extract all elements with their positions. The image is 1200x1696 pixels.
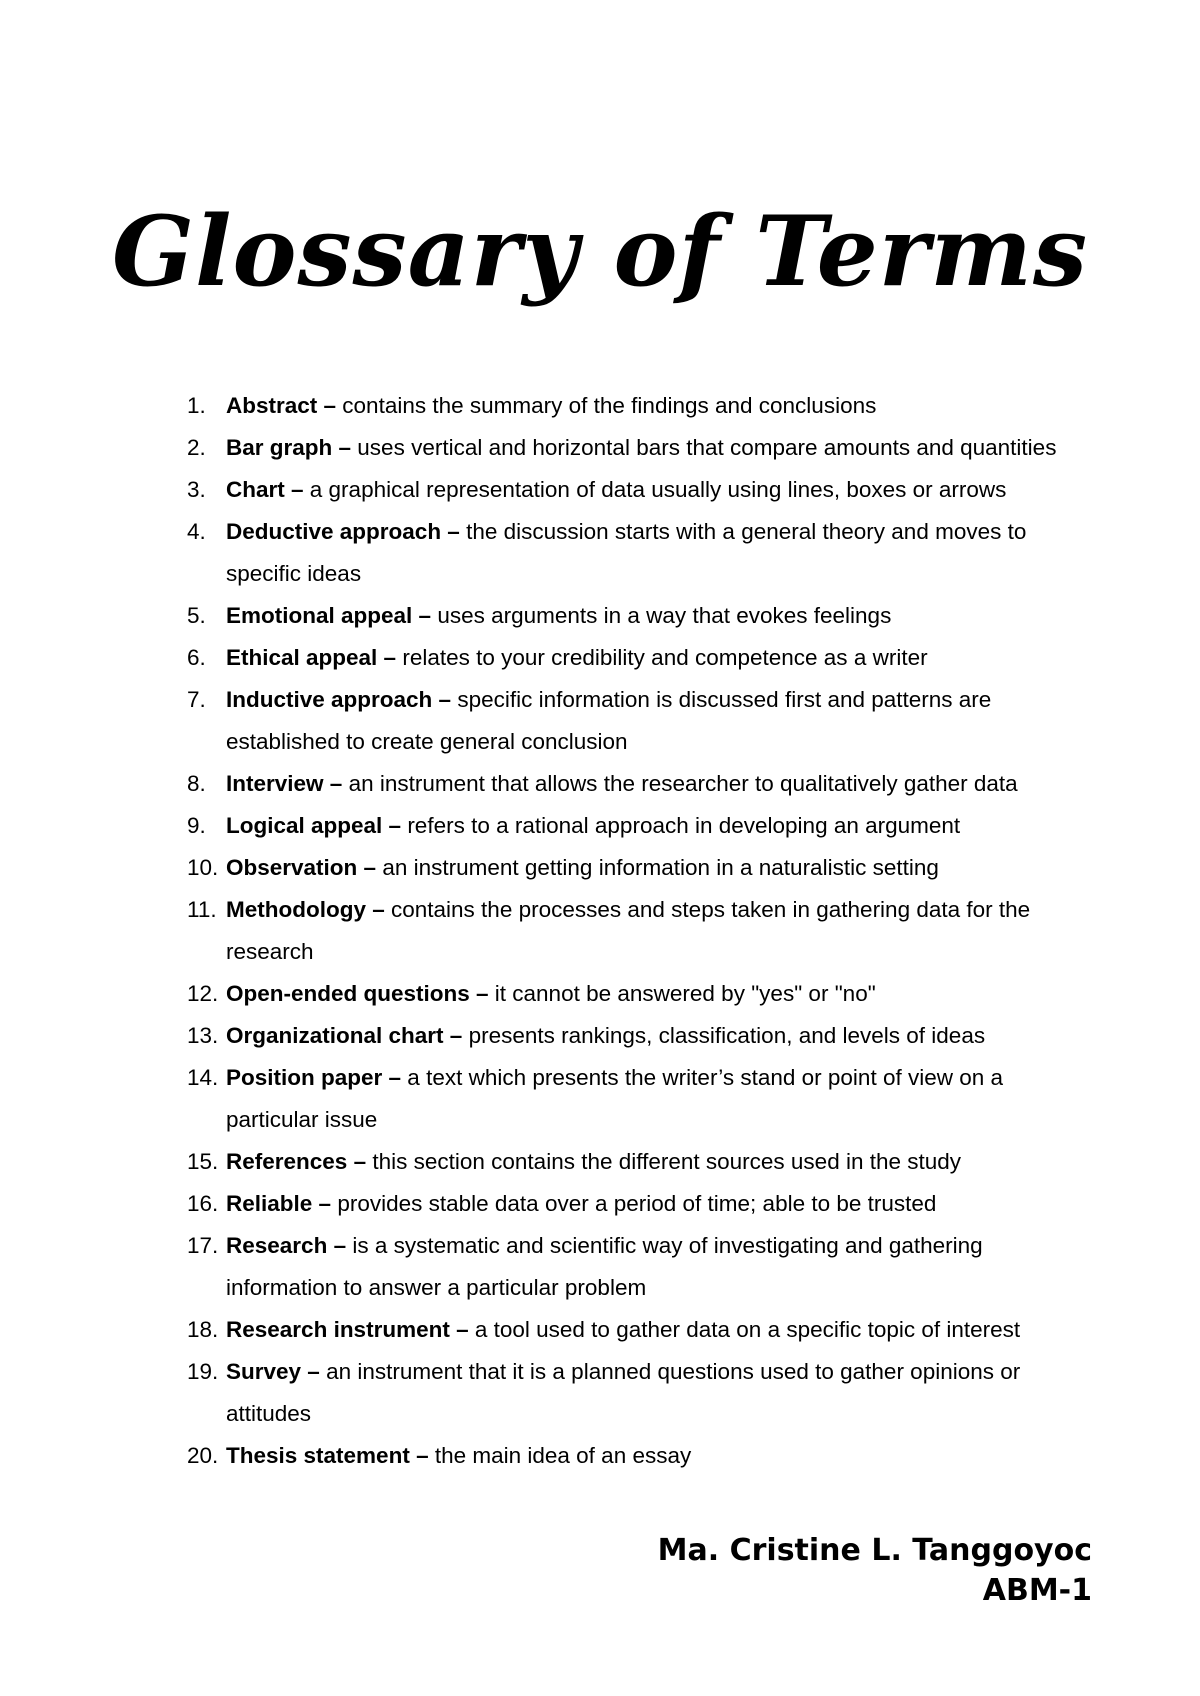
item-number: 10. [187,855,219,880]
item-definition: refers to a rational approach in developing an argument [401,813,961,838]
glossary-item-emotional-appeal [0,595,1200,637]
item-term: Abstract – [226,393,337,418]
item-definition: uses vertical and horizontal bars that compare amounts and quantities [351,435,1057,460]
glossary-item-organizational-chart [0,1015,1200,1057]
item-term: Reliable – [226,1191,332,1216]
item-definition: the discussion starts with a general theory and moves to specific ideas [226,519,1027,586]
item-number: 16. [187,1191,219,1216]
item-term: Emotional appeal – [226,603,432,628]
item-definition: uses arguments in a way that evokes feelings [431,603,892,628]
item-term: Thesis statement – [226,1443,429,1468]
item-definition: contains the processes and steps taken in gathering data for the research [226,897,1031,964]
glossary-item-observation [0,847,1200,889]
item-term: Logical appeal – [226,813,402,838]
item-definition: is a systematic and scientific way of investigating and gathering information to answer a particular problem [226,1233,983,1300]
item-number: 2. [187,435,206,460]
author-name: Ma. Cristine L. Tanggoyoc [657,1533,1092,1568]
item-number: 6. [187,645,206,670]
item-number: 1. [187,393,206,418]
glossary-item-thesis-statement [0,1435,1200,1477]
item-number: 19. [187,1359,219,1384]
item-term: Open-ended questions – [226,981,489,1006]
item-number: 5. [187,603,206,628]
item-definition: a tool used to gather data on a specific topic of interest [468,1317,1021,1342]
item-definition: contains the summary of the findings and conclusions [336,393,877,418]
page-title: Glossary of Terms [111,195,1088,309]
glossary-item-research-instrument [0,1309,1200,1351]
item-term: Ethical appeal – [226,645,397,670]
item-term: Chart – [226,477,304,502]
glossary-item-interview [0,763,1200,805]
glossary-item-survey [0,1351,1200,1435]
glossary-item-reliable [0,1183,1200,1225]
glossary-item-deductive-approach [0,511,1200,595]
item-term: Observation – [226,855,377,880]
item-definition: an instrument that allows the researcher to qualitatively gather data [342,771,1018,796]
glossary-item-methodology [0,889,1200,973]
item-number: 13. [187,1023,219,1048]
item-term: Organizational chart – [226,1023,463,1048]
glossary-item-inductive-approach [0,679,1200,763]
glossary-item-references [0,1141,1200,1183]
glossary-item-research [0,1225,1200,1309]
glossary-item-bar-graph [0,427,1200,469]
glossary-item-position-paper [0,1057,1200,1141]
item-term: Inductive approach – [226,687,452,712]
item-number: 15. [187,1149,219,1174]
item-definition: this section contains the different sources used in the study [366,1149,962,1174]
item-definition: a graphical representation of data usually using lines, boxes or arrows [303,477,1007,502]
item-number: 14. [187,1065,219,1090]
item-term: Deductive approach – [226,519,460,544]
item-number: 8. [187,771,206,796]
item-term: Position paper – [226,1065,402,1090]
item-number: 11. [187,897,217,922]
glossary-list [0,385,1200,1477]
item-number: 17. [187,1233,219,1258]
item-number: 4. [187,519,206,544]
item-term: Research – [226,1233,347,1258]
item-number: 9. [187,813,206,838]
item-definition: it cannot be answered by "yes" or "no" [488,981,876,1006]
item-definition: relates to your credibility and competence as a writer [396,645,928,670]
item-definition: a text which presents the writer’s stand or point of view on a particular issue [226,1065,1004,1132]
glossary-item-chart [0,469,1200,511]
item-term: Methodology – [226,897,385,922]
item-definition: the main idea of an essay [428,1443,692,1468]
item-term: Bar graph – [226,435,352,460]
glossary-item-ethical-appeal [0,637,1200,679]
item-definition: specific information is discussed first and patterns are established to create general conclusion [226,687,992,754]
glossary-item-open-ended-questions [0,973,1200,1015]
glossary-item-logical-appeal [0,805,1200,847]
item-number: 7. [187,687,206,712]
glossary-item-abstract [0,385,1200,427]
item-number: 3. [187,477,206,502]
item-term: Research instrument – [226,1317,469,1342]
item-term: Survey – [226,1359,320,1384]
item-number: 18. [187,1317,219,1342]
item-term: Interview – [226,771,343,796]
item-definition: an instrument that it is a planned questions used to gather opinions or attitudes [226,1359,1021,1426]
item-definition: presents rankings, classification, and levels of ideas [462,1023,986,1048]
item-term: References – [226,1149,367,1174]
author-section: ABM-1 [982,1573,1092,1608]
item-definition: provides stable data over a period of time; able to be trusted [331,1191,937,1216]
author-block [658,1531,1092,1611]
item-number: 20. [187,1443,219,1468]
item-number: 12. [187,981,219,1006]
item-definition: an instrument getting information in a naturalistic setting [376,855,939,880]
